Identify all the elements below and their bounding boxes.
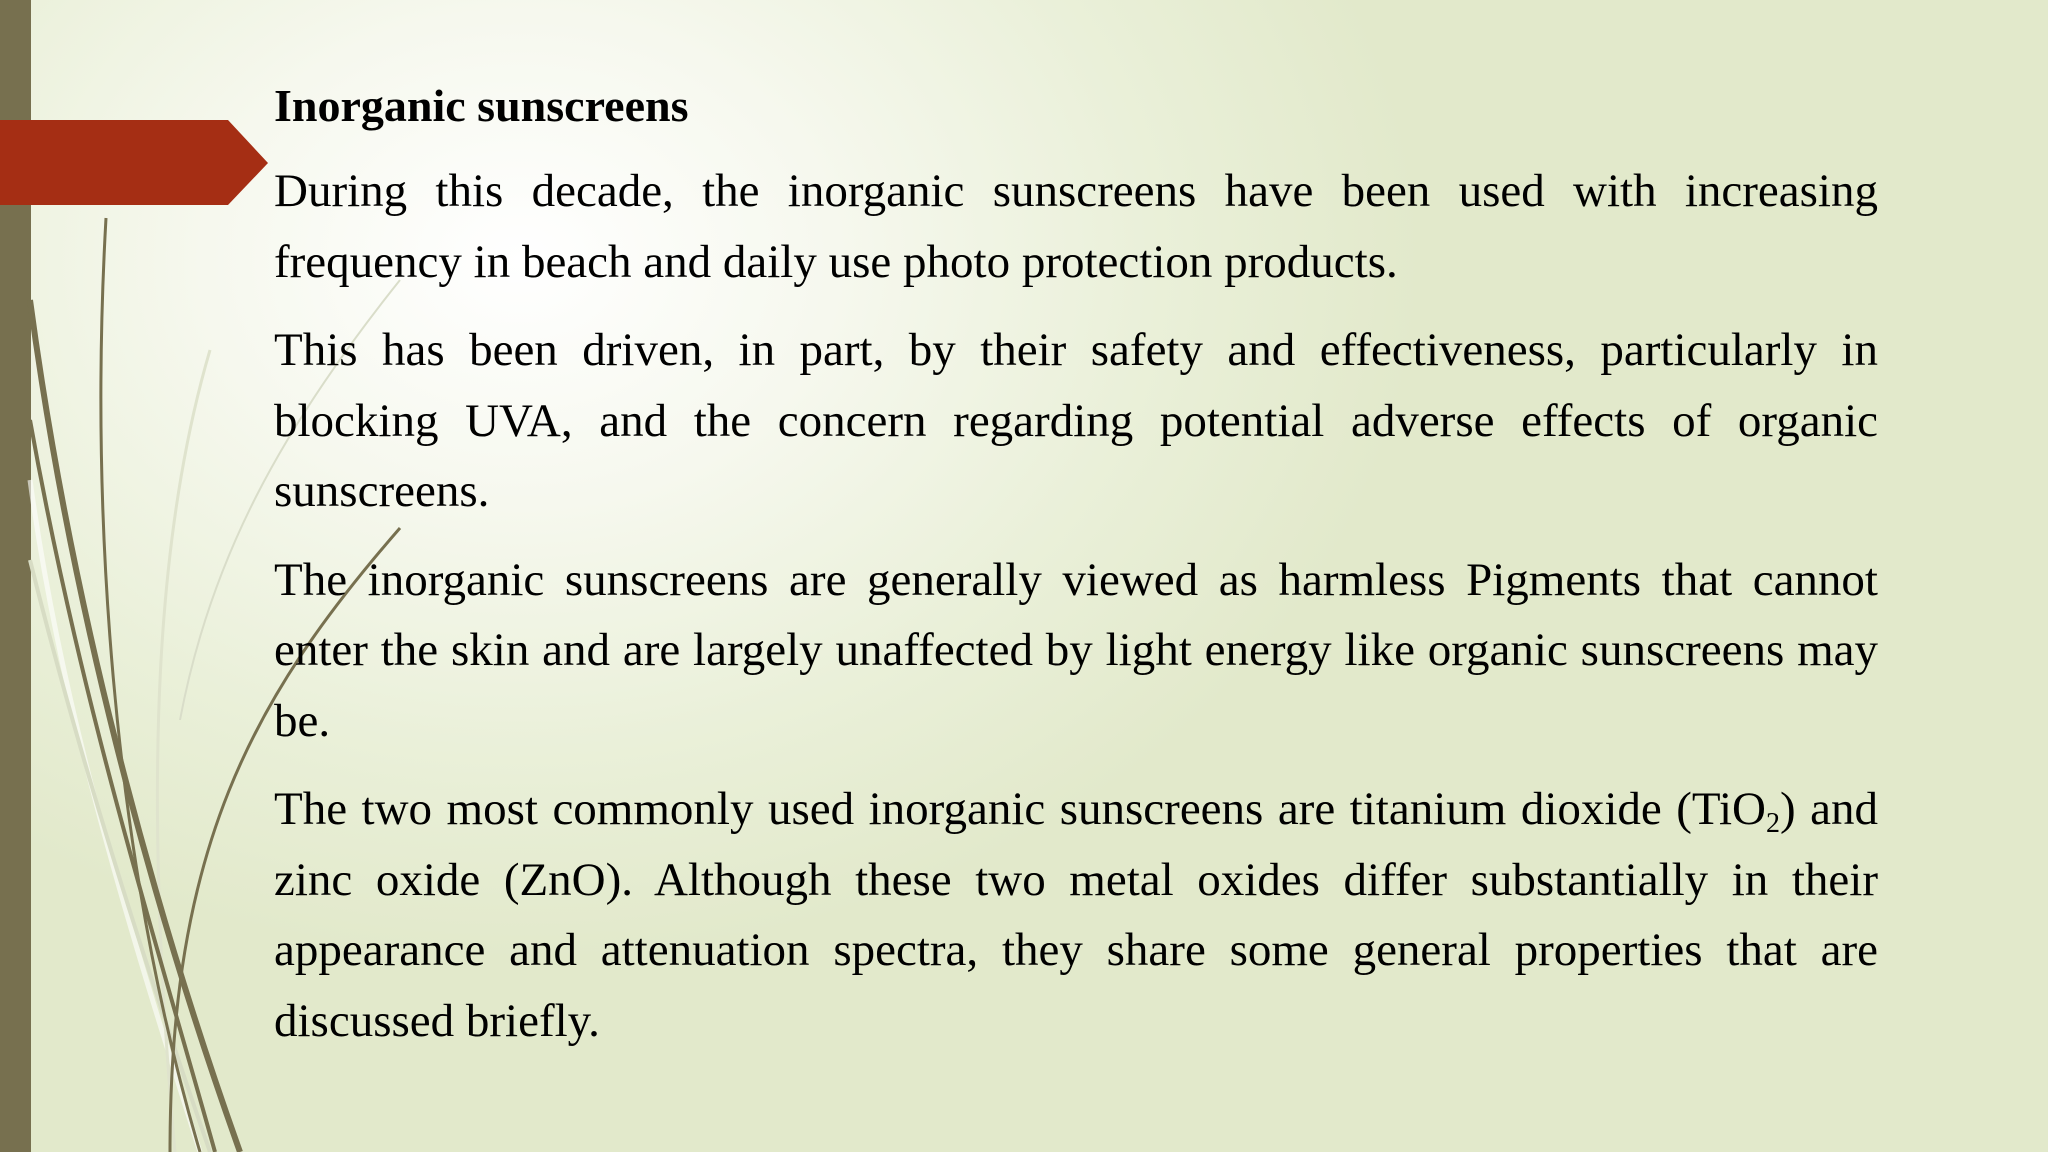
- slide-title: Inorganic sunscreens: [274, 80, 689, 131]
- left-accent-band: [0, 0, 31, 1152]
- paragraph-4: [274, 774, 1878, 1056]
- subscript-2: 2: [1766, 808, 1780, 839]
- paragraph-3: The inorganic sunscreens are generally viewed as harmless Pigments that cannot enter the skin and are largely unaffected by light energy like organic sunscreens may be.: [274, 553, 1878, 747]
- accent-arrow: [0, 120, 268, 205]
- paragraph-4-part-1: The two most commonly used inorganic sunscreens are titanium dioxide (TiO: [274, 783, 1766, 835]
- paragraph-2: This has been driven, in part, by their safety and effectiveness, particularly in blocking UVA, and the concern regarding potential adverse effects of organic sunscreens.: [274, 324, 1878, 517]
- paragraph-1: During this decade, the inorganic sunscreens have been used with increasing frequency in beach and daily use photo protection products.: [274, 165, 1878, 288]
- paragraph-4-part-2: ) and zinc oxide (ZnO). Although these two metal oxides differ substantially in their appearance and attenuation spectra, they share some general properties that are discussed briefly.: [274, 783, 1878, 1047]
- slide-content: [274, 76, 1878, 1074]
